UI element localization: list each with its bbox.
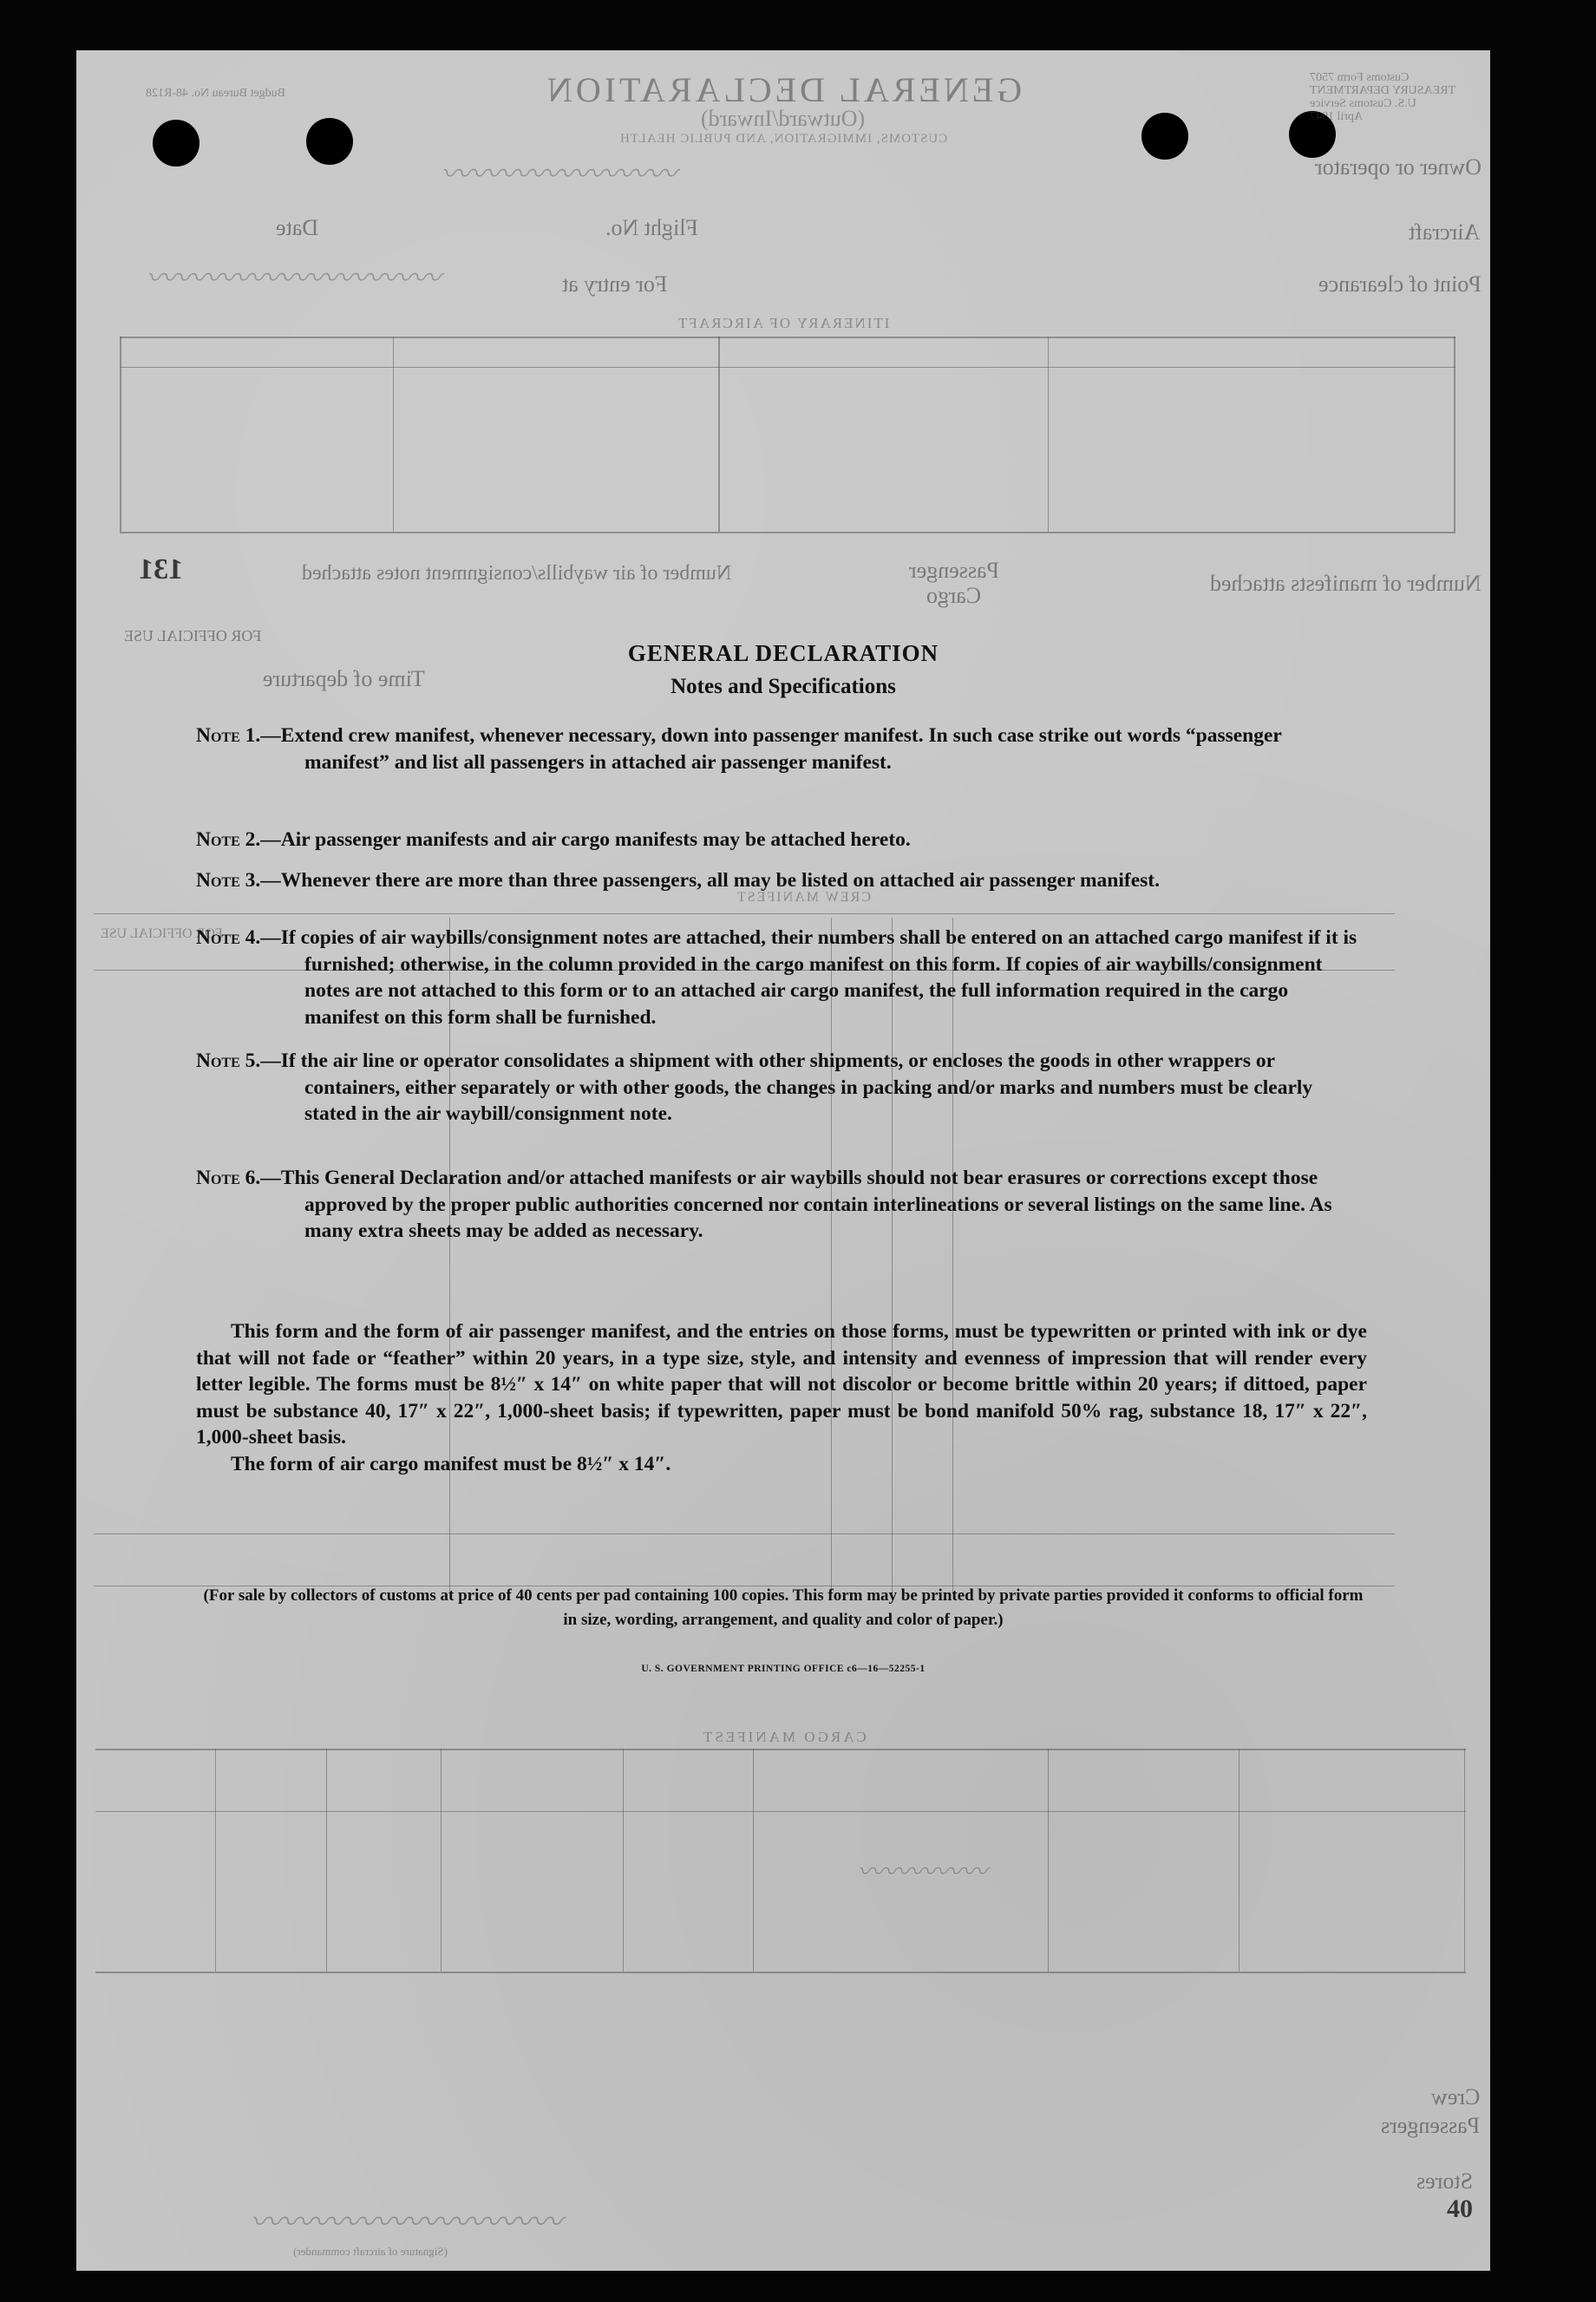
ghost-time-departure: Time of departure: [263, 666, 425, 691]
specification-text: This form and the form of air passenger manifest, and the entries on those forms, must be typewritten or printed with ink or dye that will not fade or “feather” within 20 years, in a type size, style, and intensity and evenness of impression that will render every letter legible. The forms must be 8½″ x 14″ on white paper that will not discolor or become brittle within 20 years; if dittoed, paper must be substance 40, 17″ x 22″, 1,000-sheet basis; if typewritten, paper must be bond manifold 50% rag, substance 18, 17″ x 22″, 1,000-sheet basis.: [196, 1320, 1367, 1449]
note-4: [196, 925, 1367, 1030]
ghost-subtitle: (Outward/Inward): [701, 106, 866, 131]
grid-line: [120, 367, 1455, 368]
note-label: Note 6.: [196, 1167, 261, 1189]
stamp-number: 131: [139, 553, 183, 585]
note-label: Note 1.: [196, 724, 261, 747]
printer-line: U. S. GOVERNMENT PRINTING OFFICE c6—16—52255-1: [641, 1664, 926, 1674]
grid-line: [326, 1749, 327, 1972]
note-text: —If copies of air waybills/consignment notes are attached, their numbers shall be entered on an attached cargo manifest if it is furnished; otherwise, in the column provided in the cargo manifest on this form. If copies of air waybills/consignment notes are not attached to this form or to an attached air cargo manifest, the full information required in the cargo manifest on this form shall be furnished.: [260, 926, 1357, 1029]
note-3: [196, 867, 1367, 894]
grid-line: [120, 532, 1455, 533]
ghost-crew: Crew: [1430, 2084, 1480, 2109]
grid-line: [753, 1749, 754, 1972]
note-label: Note 4.: [196, 926, 261, 949]
note-text: —Whenever there are more than three passengers, all may be listed on attached air passenger manifest.: [260, 869, 1160, 892]
note-label: Note 3.: [196, 869, 261, 892]
ghost-budget-bureau: Budget Bureau No. 48-R128: [146, 87, 285, 100]
ghost-date-label: Date: [276, 215, 319, 240]
grid-line: [1048, 337, 1049, 532]
specification-paragraph: [196, 1318, 1367, 1477]
ghost-waybills-label: Number of air waybills/consignment notes attached: [302, 562, 732, 585]
grid-line: [95, 1811, 1466, 1812]
grid-line: [120, 337, 121, 532]
handwriting-mark: 〰〰〰〰〰: [857, 1857, 987, 1887]
grid-line: [718, 337, 720, 532]
note-text: —Extend crew manifest, whenever necessary, down into passenger manifest. In such case strike out words “passenger manifest” and list all passengers in attached air passenger manifest.: [260, 724, 1282, 774]
note-2: [196, 827, 1367, 853]
grid-line: [215, 1749, 216, 1972]
grid-line: [1454, 337, 1455, 532]
page-subtitle: Notes and Specifications: [670, 675, 896, 698]
grid-line: [393, 337, 394, 532]
ghost-aircraft-label: Aircraft: [1408, 219, 1480, 245]
ghost-stores: Stores: [1416, 2168, 1473, 2194]
note-text: —Air passenger manifests and air cargo manifests may be attached hereto.: [260, 828, 911, 851]
note-6: [196, 1165, 1367, 1245]
note-text: —If the air line or operator consolidates a shipment with other shipments, or encloses the goods in other wrappers or containers, either separately or with other goods, the changes in packing and/or marks and numbers must be clearly stated in the air waybill/consignment note.: [260, 1050, 1313, 1125]
handwriting-mark: 〰〰〰〰〰〰〰〰〰〰: [146, 261, 441, 296]
note-label: Note 5.: [196, 1050, 261, 1072]
ghost-official-use: FOR OFFICIAL USE: [124, 627, 262, 644]
ghost-signature-caption: (Signature of aircraft commander): [293, 2245, 448, 2258]
sale-note: (For sale by collectors of customs at price of 40 cents per pad containing 100 copies. This form may be printed by private parties provided it conforms to official form in size, wording, arrangement, and quality and color of paper.): [203, 1586, 1364, 1629]
ghost-owner-label: Owner or operator: [1314, 154, 1482, 180]
form-sheet: [76, 50, 1490, 2271]
ghost-flight-label: Flight No.: [605, 215, 698, 240]
handwriting-mark: 〰〰〰〰〰〰〰〰〰〰: [250, 2205, 563, 2240]
handwriting-mark: 〰〰〰〰〰〰〰〰: [441, 157, 677, 192]
grid-line: [623, 1749, 624, 1972]
note-label: Note 2.: [196, 828, 261, 851]
grid-line: [120, 337, 1455, 338]
ghost-manifests-label: Number of manifests attached: [1210, 571, 1482, 596]
grid-line: [1464, 1749, 1465, 1972]
grid-line: [1048, 1749, 1049, 1972]
grid-line: [1239, 1749, 1240, 1972]
ghost-title: GENERAL DECLARATION: [544, 70, 1023, 109]
note-5: [196, 1048, 1367, 1128]
cargo-size-text: The form of air cargo manifest must be 8½″ x 14″.: [231, 1452, 671, 1475]
ghost-agencies: CUSTOMS, IMMIGRATION, AND PUBLIC HEALTH: [618, 132, 948, 146]
ghost-entry-label: For entry at: [562, 271, 668, 297]
page-title: GENERAL DECLARATION: [627, 640, 939, 666]
ghost-official-use-2: FOR OFFICIAL USE: [101, 926, 223, 941]
grid-line: [441, 1749, 442, 1972]
grid-line: [95, 1749, 1466, 1750]
ghost-cargo-label: Cargo: [926, 583, 982, 608]
ghost-cargo-manifest: CARGO MANIFEST: [700, 1729, 867, 1745]
ghost-passenger-label: Passenger: [909, 558, 999, 583]
ghost-form-info: Customs Form 7507 TREASURY DEPARTMENT U.S. Customs Service April 1947: [1309, 71, 1455, 123]
corner-mark: 40: [1447, 2194, 1473, 2223]
ghost-crew-manifest: CREW MANIFEST: [736, 890, 871, 905]
note-text: —This General Declaration and/or attached manifests or air waybills should not bear erasures or corrections except those approved by the proper public authorities concerned nor contain interlineations or several listings on the same line. As many extra sheets may be added as necessary.: [260, 1167, 1332, 1242]
grid-line: [94, 913, 1395, 914]
note-1: [196, 723, 1367, 775]
grid-line: [95, 1972, 1466, 1973]
ghost-passengers: Passengers: [1380, 2113, 1480, 2138]
ghost-itinerary-label: ITINERARY OF AIRCRAFT: [677, 315, 890, 331]
ghost-clearance-label: Point of clearance: [1318, 271, 1482, 297]
